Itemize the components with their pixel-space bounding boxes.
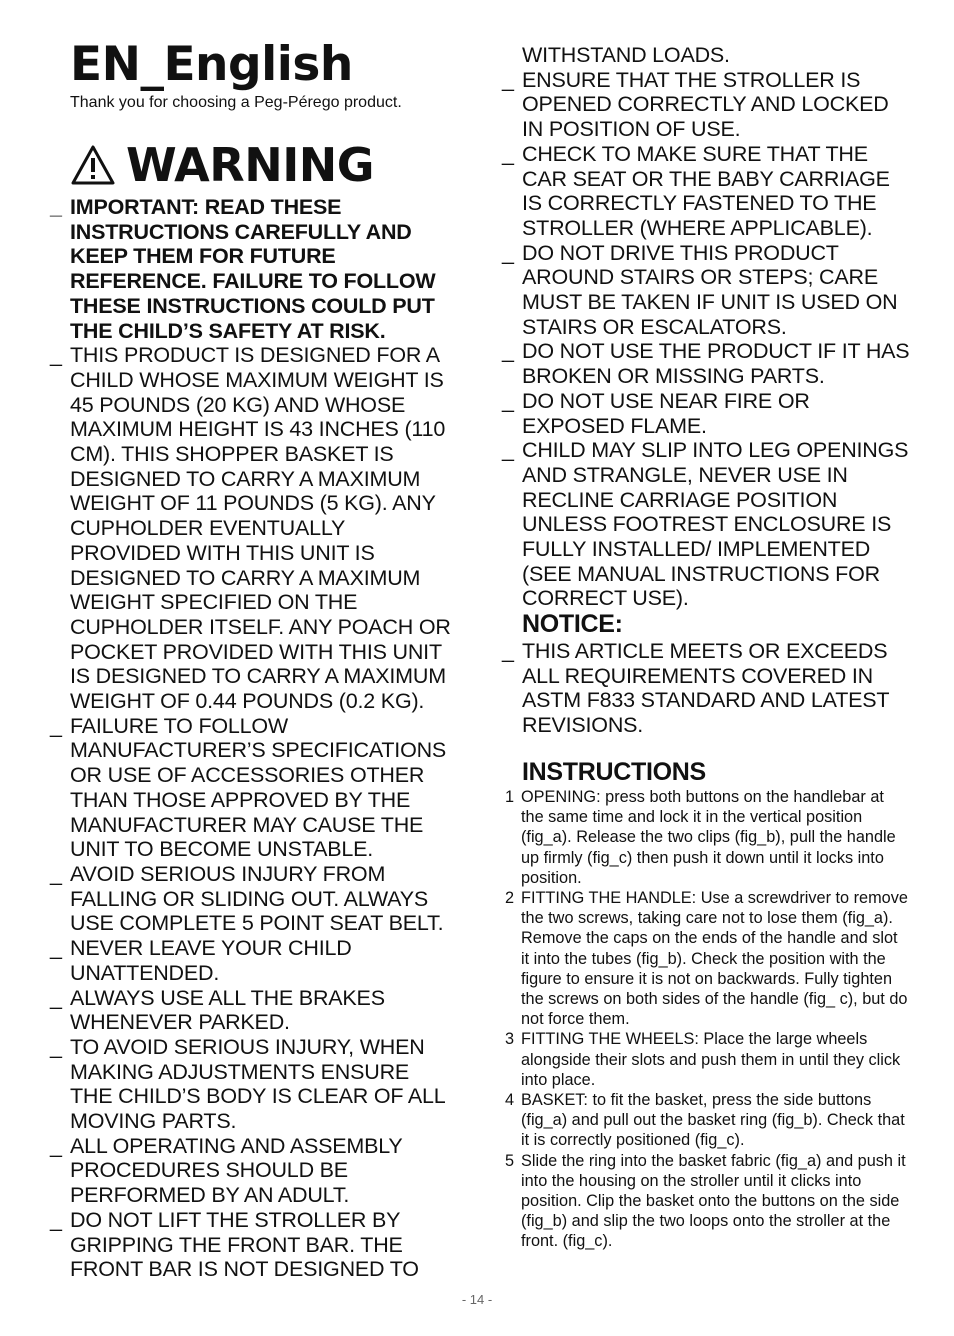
warning-list-right (502, 43, 914, 611)
warning-item: _ NEVER LEAVE YOUR CHILD UNATTENDED. (50, 936, 352, 985)
notice-list (502, 639, 914, 738)
instruction-step: 2 FITTING THE HANDLE: Use a screwdriver to remove the two screws, taking care not to lose them (fig_a). Remove the caps on the ends of the handle and slot it into the tubes (fig_b). Check the position with the figure to ensure it is not on backwards. Fully tighten the screws on both sides of the handle (fig_ c), but do not force them. (505, 889, 908, 1029)
warning-item: _ AVOID SERIOUS INJURY FROM FALLING OR SLIDING OUT. ALWAYS USE COMPLETE 5 POINT SEAT BELT. (50, 861, 444, 936)
warning-item: _ DO NOT LIFT THE STROLLER BY GRIPPING THE FRONT BAR. THE FRONT BAR IS NOT DESIGNED TO (50, 1207, 419, 1282)
warning-item: _ CHILD MAY SLIP INTO LEG OPENINGS AND STRANGLE, NEVER USE IN RECLINE CARRIAGE POSITION UNLESS FOOTREST ENCLOSURE IS FULLY INSTALLED/ IMPLEMENTED (SEE MANUAL INSTRUCTIONS FOR CORRECT USE). (502, 438, 909, 611)
page-title: EN_English (70, 37, 353, 92)
warning-item: WITHSTAND LOADS. (522, 43, 730, 67)
warning-list-left (50, 195, 455, 1282)
warning-item: _ CHECK TO MAKE SURE THAT THE CAR SEAT OR THE BABY CARRIAGE IS CORRECTLY FASTENED TO THE STROLLER (WHERE APPLICABLE). (502, 141, 890, 240)
warning-item: _ ALL OPERATING AND ASSEMBLY PROCEDURES SHOULD BE PERFORMED BY AN ADULT. (50, 1133, 403, 1208)
warning-item: _ DO NOT USE NEAR FIRE OR EXPOSED FLAME. (502, 388, 810, 438)
instruction-step: 1 OPENING: press both buttons on the handlebar at the same time and lock it in the vertical position (fig_a). Release the two clips (fig_b), pull the handle up firmly (fig_c) then push it down until it locks into position. (505, 788, 896, 887)
warning-item: _ DO NOT DRIVE THIS PRODUCT AROUND STAIRS OR STEPS; CARE MUST BE TAKEN IF UNIT IS USED ON STAIRS OR ESCALATORS. (502, 240, 898, 339)
instructions-heading: INSTRUCTIONS (522, 758, 706, 786)
warning-item: _ ENSURE THAT THE STROLLER IS OPENED CORRECTLY AND LOCKED IN POSITION OF USE. (502, 67, 889, 142)
page-number: - 14 - (461, 1292, 493, 1307)
warning-label: WARNING (126, 138, 375, 192)
instruction-step: 3 FITTING THE WHEELS: Place the large wheels alongside their slots and push them in until they click into place. (505, 1030, 901, 1089)
instructions-list (505, 787, 910, 1252)
warning-item: _ ALWAYS USE ALL THE BRAKES WHENEVER PARKED. (50, 985, 385, 1035)
notice-item: _ THIS ARTICLE MEETS OR EXCEEDS ALL REQUIREMENTS COVERED IN ASTM F833 STANDARD AND LATEST REVISIONS. (502, 639, 889, 738)
intro-text: Thank you for choosing a Peg-Pérego product. (70, 94, 402, 111)
warning-triangle-icon (70, 144, 116, 186)
warning-heading (70, 140, 374, 190)
warning-item: _ TO AVOID SERIOUS INJURY, WHEN MAKING ADJUSTMENTS ENSURE THE CHILD’S BODY IS CLEAR OF ALL MOVING PARTS. (50, 1034, 445, 1134)
warning-item: _ DO NOT USE THE PRODUCT IF IT HAS BROKEN OR MISSING PARTS. (502, 339, 910, 389)
instruction-step: 4 BASKET: to fit the basket, press the side buttons (fig_a) and pull out the basket ring (fig_b). Check that it is correctly positioned (fig_c). (505, 1091, 905, 1150)
warning-item: _ THIS PRODUCT IS DESIGNED FOR A CHILD WHOSE MAXIMUM WEIGHT IS 45 POUNDS (20 KG) AND WHOSE MAXIMUM HEIGHT IS 43 INCHES (110 CM). THIS SHOPPER BASKET IS DESIGNED TO CARRY A MAXIMUM WEIGHT OF 11 POUNDS (5 KG). ANY CUPHOLDER EVENTUALLY PROVIDED WITH THIS UNIT IS DESIGNED TO CARRY A MAXIMUM WEIGHT SPECIFIED ON THE CUPHOLDER ITSELF. ANY POACH OR POCKET PROVIDED WITH THIS UNIT IS DESIGNED TO CARRY A MAXIMUM WEIGHT OF 0.44 POUNDS (0.2 KG). (50, 343, 451, 714)
instruction-step: 5 Slide the ring into the basket fabric (fig_a) and push it into the housing on the stroller until it clicks into position. Clip the basket onto the buttons on the side (fig_b) and slip the two loops onto the stroller at the front. (fig_c). (505, 1151, 906, 1251)
warning-item: _ FAILURE TO FOLLOW MANUFACTURER’S SPECIFICATIONS OR USE OF ACCESSORIES OTHER THAN THOSE APPROVED BY THE MANUFACTURER MAY CAUSE THE UNIT TO BECOME UNSTABLE. (50, 713, 447, 862)
warning-item: _ IMPORTANT: READ THESE INSTRUCTIONS CAREFULLY AND KEEP THEM FOR FUTURE REFERENCE. FAILURE TO FOLLOW THESE INSTRUCTIONS COULD PUT THE CHILD’S SAFETY AT RISK. (50, 195, 436, 343)
notice-heading: NOTICE: (522, 610, 623, 638)
